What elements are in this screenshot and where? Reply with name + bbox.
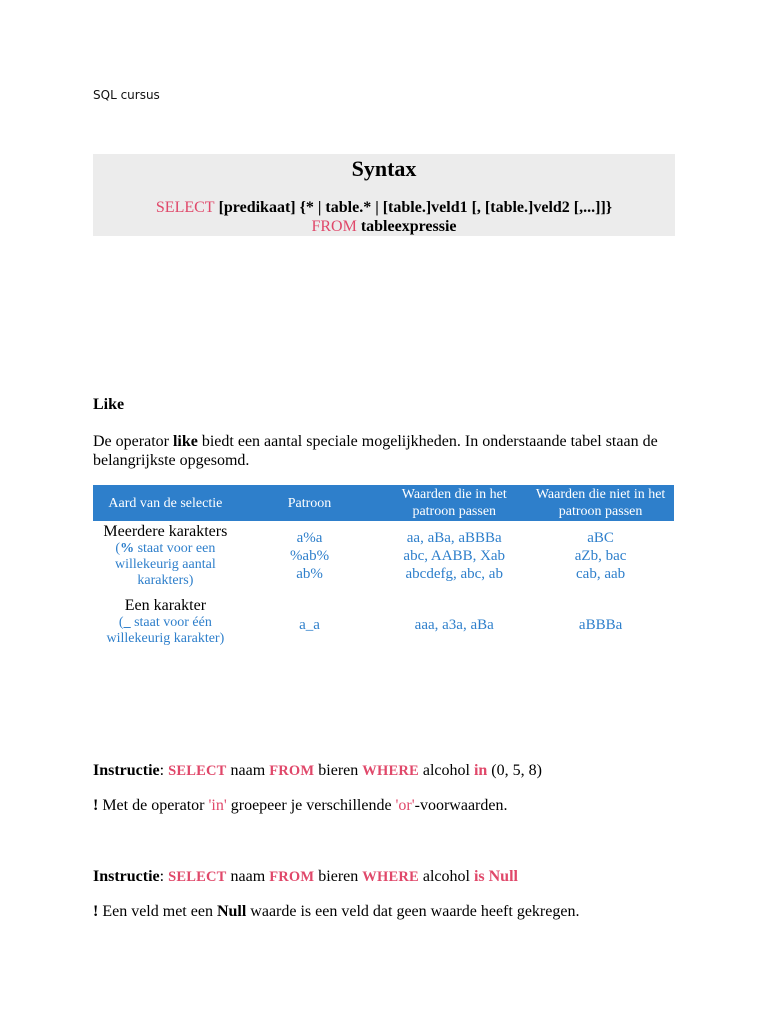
instruction-label: Instructie xyxy=(93,868,160,885)
operator-keyword: in xyxy=(473,762,488,779)
table-name: bieren xyxy=(318,868,359,885)
like-paragraph xyxy=(93,432,683,470)
note-text: Een veld met een xyxy=(98,903,217,920)
from-keyword: FROM xyxy=(311,218,357,235)
selection-type-cell xyxy=(93,596,238,651)
note-text: waarde is een veld dat geen waarde heeft gekregen. xyxy=(246,903,580,920)
instruction-in: Instructie: SELECT naam FROM bieren WHERE alcohol in (0, 5, 8) xyxy=(93,762,542,779)
nonmatches-cell xyxy=(527,596,674,651)
where-keyword: WHERE xyxy=(362,869,419,885)
pattern-value: a_a xyxy=(299,617,320,633)
document-header: SQL cursus xyxy=(93,88,160,102)
syntax-title: Syntax xyxy=(351,156,417,181)
nonmatch-value: cab, aab xyxy=(576,566,626,582)
match-value: abcdefg, abc, ab xyxy=(405,566,503,582)
like-table xyxy=(93,485,674,651)
table-header-row xyxy=(93,485,674,521)
syntax-select-line xyxy=(93,199,675,217)
table-header-cell: Patroon xyxy=(238,485,382,521)
pattern-value: %ab% xyxy=(289,548,330,564)
column-name: naam xyxy=(230,762,266,779)
selection-type-title: Meerdere karakters xyxy=(103,523,228,540)
instruction-null: Instructie: SELECT naam FROM bieren WHERE alcohol is Null xyxy=(93,868,518,885)
selection-type-desc: (_ staat voor één willekeurig karakter) xyxy=(106,615,225,646)
nonmatch-value: aBC xyxy=(587,530,614,546)
note-text: -voorwaarden. xyxy=(414,797,508,814)
match-value: aaa, a3a, aBa xyxy=(414,617,494,633)
select-keyword: SELECT xyxy=(168,869,227,885)
syntax-box xyxy=(93,154,675,236)
selection-type-cell xyxy=(93,521,238,596)
para-bold: like xyxy=(172,433,198,450)
field-name: alcohol xyxy=(422,868,470,885)
match-value: aa, aBa, aBBBa xyxy=(406,530,502,546)
match-value: abc, AABB, Xab xyxy=(403,548,506,564)
note-text: groepeer je verschillende xyxy=(226,797,396,814)
operator-values: (0, 5, 8) xyxy=(491,762,542,779)
where-keyword: WHERE xyxy=(362,763,419,779)
column-name: naam xyxy=(230,868,266,885)
matches-cell xyxy=(381,521,527,596)
para-before: De operator xyxy=(93,433,173,450)
select-keyword: SELECT xyxy=(168,763,227,779)
field-name: alcohol xyxy=(422,762,470,779)
note-null xyxy=(93,903,579,921)
note-keyword: 'or' xyxy=(395,797,415,814)
matches-cell xyxy=(381,596,527,651)
note-keyword: 'in' xyxy=(208,797,227,814)
table-header-cell: Waarden die niet in het patroon passen xyxy=(527,485,674,521)
pattern-cell xyxy=(238,521,382,596)
select-clause: [predikaat] {* | table.* | [table.]veld1 [, [table.]veld2 [,...]]} xyxy=(218,199,613,216)
from-keyword: FROM xyxy=(269,869,315,885)
note-bold: Null xyxy=(216,903,247,920)
note-in xyxy=(93,797,507,815)
selection-type-desc: (% staat voor een willekeurig aantal karakters) xyxy=(115,541,216,588)
table-row xyxy=(93,521,674,596)
table-header-cell: Waarden die in het patroon passen xyxy=(381,485,527,521)
syntax-from-line xyxy=(93,218,675,236)
note-mark: ! xyxy=(93,797,99,814)
table-row xyxy=(93,596,674,651)
nonmatch-value: aZb, bac xyxy=(574,548,627,564)
pattern-value: ab% xyxy=(296,566,323,582)
instruction-label: Instructie xyxy=(93,762,160,779)
nonmatch-value: aBBBa xyxy=(578,617,623,633)
para-after: biedt een aantal speciale mogelijkheden. In onderstaande tabel staan de belangrijkste opgesomd. xyxy=(93,433,658,469)
table-header-cell: Aard van de selectie xyxy=(93,485,238,521)
like-heading: Like xyxy=(93,396,125,413)
nonmatches-cell xyxy=(527,521,674,596)
note-mark: ! xyxy=(93,903,99,920)
selection-type-title: Een karakter xyxy=(124,597,207,614)
select-keyword: SELECT xyxy=(155,199,215,216)
from-keyword: FROM xyxy=(269,763,315,779)
table-name: bieren xyxy=(318,762,359,779)
pattern-value: a%a xyxy=(296,530,323,546)
operator-keyword: is Null xyxy=(473,868,518,885)
note-text: Met de operator xyxy=(98,797,209,814)
pattern-cell xyxy=(238,596,382,651)
from-clause: tableexpressie xyxy=(360,218,457,235)
